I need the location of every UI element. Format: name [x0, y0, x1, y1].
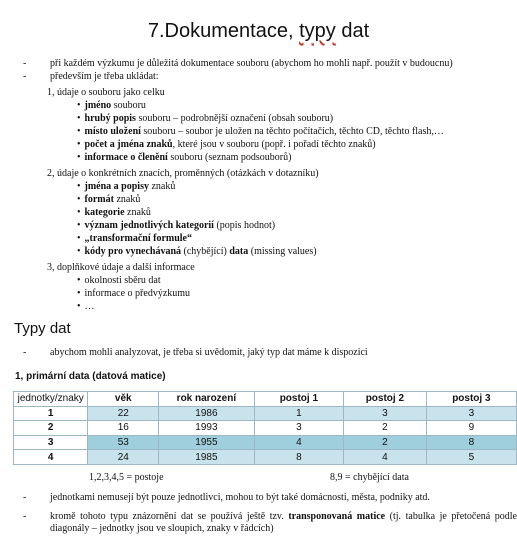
table-header: věk [88, 392, 159, 407]
table-cell: 8 [254, 450, 343, 465]
table-cell: 16 [88, 421, 159, 436]
table-cell: 53 [88, 435, 159, 450]
legend-postoje: 1,2,3,4,5 = postoje [89, 472, 164, 483]
table-cell: 3 [426, 406, 516, 421]
table-cell: 5 [426, 450, 516, 465]
table-cell: 9 [426, 421, 516, 436]
table-cell: 1985 [159, 450, 255, 465]
table-cell: 3 [343, 406, 426, 421]
item-hruby-popis: • hrubý popis souboru – podrobnější označení (obsah souboru) [77, 113, 333, 124]
item-kody: • kódy pro vynechávaná (chybějící) data (missing values) [77, 246, 317, 257]
item-jmeno: • jméno souboru [77, 100, 146, 111]
table-cell: 1986 [159, 406, 255, 421]
item-cleneni: • informace o členění souboru (seznam podsouborů) [77, 152, 291, 163]
table-header: jednotky/znaky [14, 392, 88, 407]
subheading-primarni-data: 1, primární data (datová matice) [15, 371, 166, 382]
table-cell: 4 [254, 435, 343, 450]
table-header: rok narození [159, 392, 255, 407]
bullet-jednotky: - jednotkami nemusejí být pouze jednotlivci, mohou to být také domácnosti, města, podniky atd. [26, 492, 517, 504]
table-row [14, 406, 517, 421]
item-vyznam: • význam jednotlivých kategorií (popis hodnot) [77, 220, 275, 231]
table-header: postoj 3 [426, 392, 516, 407]
heading-typy-dat: Typy dat [14, 320, 71, 337]
table-cell: 3 [14, 435, 88, 450]
section-znaky: 2, údaje o konkrétních znacích, proměnných (otázkách v dotazníku) [47, 168, 319, 179]
bullet-transponovana: - kromě tohoto typu znázornění dat se používá ještě tzv. transponovaná matice (tj. tabulka je přetočená podle diagonály – jednotky jsou ve sloupich, znaky v řádcích) [26, 511, 517, 535]
item-pocet-znaku: • počet a jména znaků, které jsou v souboru (popř. i pořadí těchto znaků) [77, 139, 376, 150]
table-cell: 24 [88, 450, 159, 465]
item-okolnosti: • okolnosti sběru dat [77, 275, 161, 286]
table-cell: 2 [14, 421, 88, 436]
section-doplnkove: 3, doplňkové údaje a další informace [47, 262, 195, 273]
section-soubor: 1, údaje o souboru jako celku [47, 87, 165, 98]
item-ellipsis: • … [77, 301, 95, 312]
table-header: postoj 2 [343, 392, 426, 407]
title-text: 7.Dokumentace, [147, 20, 300, 42]
table-cell: 8 [426, 435, 516, 450]
table-cell: 4 [343, 450, 426, 465]
table-cell: 22 [88, 406, 159, 421]
table-cell: 2 [343, 435, 426, 450]
table-row [14, 435, 517, 450]
table-cell: 1 [14, 406, 88, 421]
data-matrix-table [13, 391, 517, 465]
table-header-row [14, 392, 517, 407]
table-cell: 2 [343, 421, 426, 436]
title-text-end: dat [335, 20, 370, 42]
item-predvyzkum: • informace o předvýzkumu [77, 288, 190, 299]
item-jmena-popisy: • jména a popisy znaků [77, 181, 175, 192]
table-cell: 1993 [159, 421, 255, 436]
table-cell: 4 [14, 450, 88, 465]
item-misto-ulozeni: • místo uložení souboru – soubor je uložen na těchto počítačích, těchto CD, těchto flash,… [77, 126, 444, 137]
page-title [0, 20, 517, 43]
title-misspelled-word: typy [299, 20, 336, 42]
item-transformacni: • „transformační formule“ [77, 233, 192, 244]
table-cell: 3 [254, 421, 343, 436]
table-cell: 1955 [159, 435, 255, 450]
table-header: postoj 1 [254, 392, 343, 407]
table-row [14, 450, 517, 465]
legend-chybejici: 8,9 = chybějící data [330, 472, 409, 483]
table-row [14, 421, 517, 436]
item-kategorie: • kategorie znaků [77, 207, 151, 218]
table-cell: 1 [254, 406, 343, 421]
item-format: • formát znaků [77, 194, 140, 205]
